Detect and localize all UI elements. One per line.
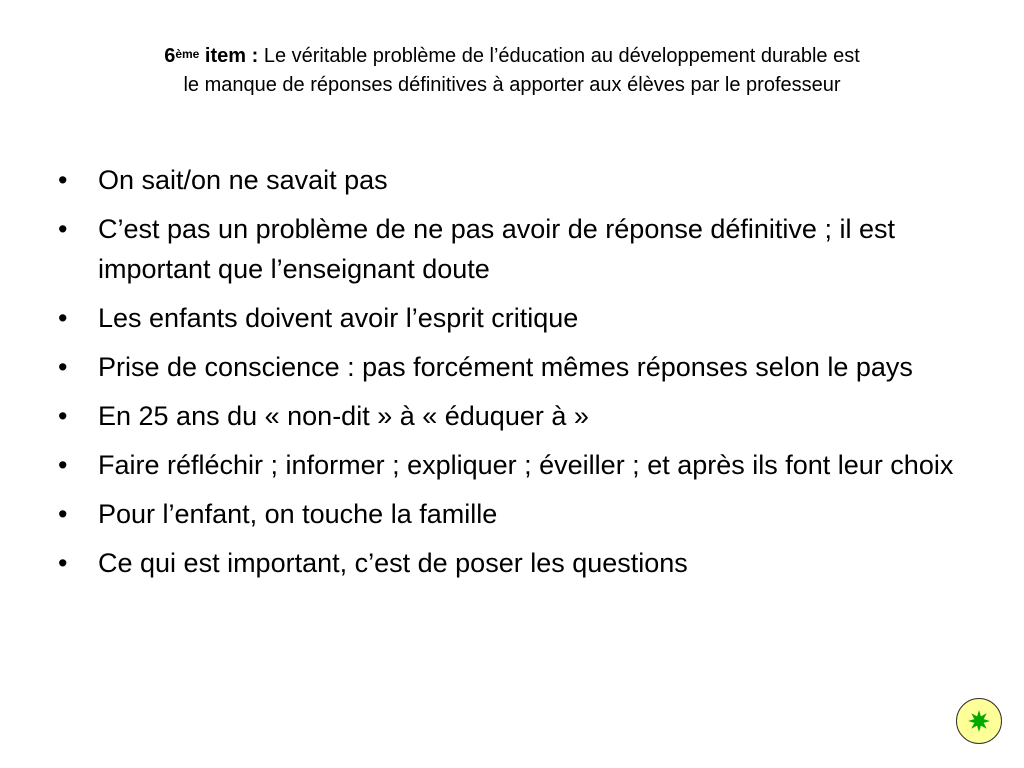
bullet-item bbox=[58, 347, 978, 387]
bullet-item bbox=[58, 209, 978, 289]
bullet-text: Faire réfléchir ; informer ; expliquer ; éveiller ; et après ils font leur choix bbox=[98, 450, 954, 480]
bullet-item bbox=[58, 445, 978, 485]
slide-title bbox=[40, 42, 984, 100]
bullet-item bbox=[58, 298, 978, 338]
next-slide-button[interactable] bbox=[956, 698, 1002, 744]
bullet-text: Prise de conscience : pas forcément mêmes réponses selon le pays bbox=[98, 352, 913, 382]
title-line-2: le manque de réponses définitives à apporter aux élèves par le professeur bbox=[183, 74, 841, 96]
bullet-dot: • bbox=[58, 352, 68, 382]
title-item-label: item : bbox=[204, 45, 259, 67]
title-item-number: 6 bbox=[164, 45, 176, 67]
bullet-text: C’est pas un problème de ne pas avoir de réponse définitive ; il est important que l’enseignant doute bbox=[98, 214, 895, 284]
bullet-text: On sait/on ne savait pas bbox=[98, 165, 388, 195]
bullet-item bbox=[58, 160, 978, 200]
bullet-dot: • bbox=[58, 303, 68, 333]
bullet-text: En 25 ans du « non-dit » à « éduquer à » bbox=[98, 401, 589, 431]
bullet-item bbox=[58, 396, 978, 436]
bullet-dot: • bbox=[58, 548, 68, 578]
bullet-text: Pour l’enfant, on touche la famille bbox=[98, 499, 498, 529]
bullet-dot: • bbox=[58, 165, 68, 195]
title-line-1: Le véritable problème de l’éducation au développement durable est bbox=[263, 45, 860, 67]
bullet-item bbox=[58, 494, 978, 534]
bullet-dot: • bbox=[58, 214, 68, 244]
green-star-icon bbox=[966, 708, 992, 734]
bullet-dot: • bbox=[58, 450, 68, 480]
bullet-item bbox=[58, 543, 978, 583]
bullet-text: Les enfants doivent avoir l’esprit critique bbox=[98, 303, 579, 333]
bullet-list bbox=[58, 160, 978, 592]
bullet-dot: • bbox=[58, 499, 68, 529]
bullet-text: Ce qui est important, c’est de poser les questions bbox=[98, 548, 688, 578]
title-item-superscript: ème bbox=[175, 47, 200, 61]
bullet-dot: • bbox=[58, 401, 68, 431]
